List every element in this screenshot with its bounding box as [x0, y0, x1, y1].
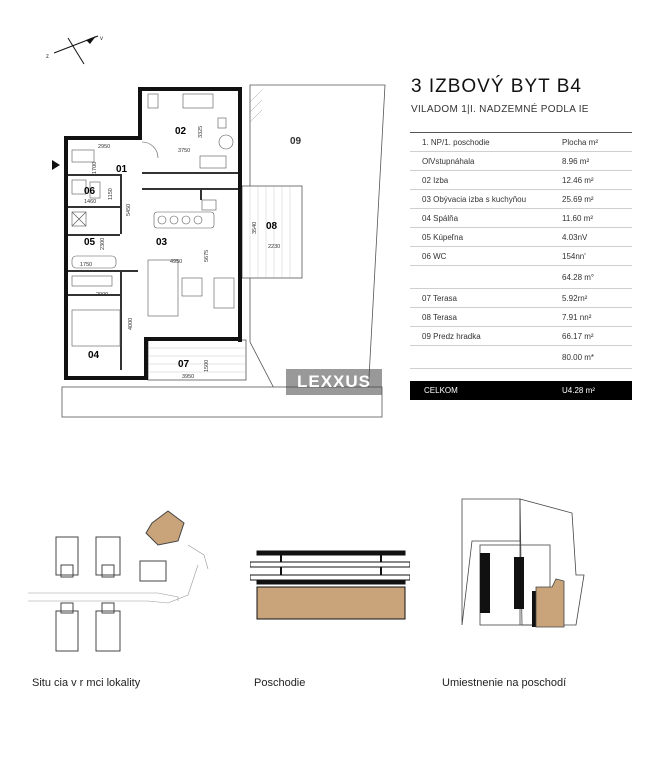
dim-4000: 4000 — [128, 317, 134, 330]
dim-5675: 5675 — [204, 249, 210, 262]
table-row — [410, 247, 632, 266]
dim-4950: 4950 — [170, 259, 183, 265]
caption-placement: Umiestnenie na poschodí — [442, 677, 567, 689]
room-label-05: 05 — [84, 237, 96, 248]
room-label-03: 03 — [156, 237, 168, 248]
building-highlight — [146, 511, 184, 545]
table-row — [410, 152, 632, 171]
subtotal-exterior: 80.00 m* — [562, 352, 595, 362]
table-row — [410, 190, 632, 209]
dim-2900: 2900 — [96, 292, 109, 298]
room-label-07: 07 — [178, 359, 190, 370]
room-label-04: 04 — [88, 350, 100, 361]
subtotal-interior: 64.28 m° — [562, 272, 595, 282]
floor-highlight — [257, 587, 405, 619]
room-area: 25.69 m² — [562, 194, 594, 204]
table-header — [410, 132, 632, 152]
compass-letter-top: v — [100, 36, 103, 42]
terrace-08 — [242, 186, 302, 278]
area-table — [410, 132, 632, 369]
table-header-area: Plocha m² — [562, 137, 599, 147]
dim-3950: 3950 — [182, 374, 195, 380]
table-row — [410, 289, 632, 308]
room-name: 05 Kúpeľna — [422, 232, 464, 242]
placement-plan — [452, 495, 592, 655]
room-name: 08 Terasa — [422, 312, 457, 322]
total-row — [410, 381, 632, 400]
exterior-walls — [64, 87, 242, 380]
terrace-07 — [148, 340, 246, 380]
dim-3750: 3750 — [178, 148, 191, 154]
dim-1500: 1500 — [204, 359, 210, 372]
dim-5450: 5450 — [126, 203, 132, 216]
north-arrow-icon — [40, 28, 110, 73]
room-area: 5.92rn² — [562, 293, 588, 303]
room-label-09: 09 — [290, 136, 302, 147]
dim-3540: 3540 — [252, 221, 258, 234]
floor-section — [250, 545, 410, 625]
room-name: 09 Predz hradka — [422, 331, 481, 341]
watermark-logo: LEXXUS — [286, 369, 382, 395]
dim-3325: 3325 — [198, 125, 204, 138]
room-03-furniture — [148, 200, 234, 316]
room-area: 11.60 m² — [562, 213, 593, 223]
entry-arrow-icon — [52, 160, 60, 170]
table-row — [410, 308, 632, 327]
table-row — [410, 228, 632, 247]
room-area: 7.91 nn² — [562, 312, 592, 322]
room-label-02: 02 — [175, 126, 187, 137]
room-area: 12.46 m² — [562, 175, 594, 185]
room-area: 4.03nV — [562, 232, 588, 242]
room-04-furniture — [72, 276, 120, 346]
room-area: 8.96 m² — [562, 156, 590, 166]
room-name: 06 WC — [422, 251, 447, 261]
total-value: U4.28 m² — [562, 386, 595, 395]
room-02-furniture — [148, 94, 233, 168]
dim-1750: 1750 — [80, 262, 93, 268]
room-area: 154nn' — [562, 251, 586, 261]
subtotal-row — [410, 346, 632, 369]
compass-letter-left: z — [46, 54, 49, 60]
situation-map — [28, 505, 218, 665]
table-header-name: 1. NP/1. poschodie — [422, 137, 490, 147]
room-name: 04 Spálňa — [422, 213, 459, 223]
caption-situation: Situ cia v r mci lokality — [32, 677, 141, 689]
caption-floor: Poschodie — [254, 677, 306, 689]
room-label-01: 01 — [116, 164, 128, 175]
page-title: 3 IZBOVÝ BYT B4 — [411, 76, 582, 97]
table-row — [410, 209, 632, 228]
subtotal-row — [410, 266, 632, 289]
room-label-08: 08 — [266, 221, 278, 232]
dim-1150: 1150 — [108, 188, 114, 200]
dim-1700: 1700 — [92, 161, 98, 174]
room-name: 07 Terasa — [422, 293, 457, 303]
page-subtitle: VILADOM 1|I. NADZEMNÉ PODLA IE — [411, 104, 589, 115]
room-name: OlVstupnáhala — [422, 156, 475, 166]
room-name: 02 Izba — [422, 175, 449, 185]
dim-2230: 2230 — [268, 244, 281, 250]
table-row — [410, 327, 632, 346]
dim-2950: 2950 — [98, 144, 111, 150]
total-label: CELKOM — [424, 386, 458, 395]
room-area: 66.17 m² — [562, 331, 594, 341]
dim-2300: 2300 — [100, 237, 106, 250]
room-label-06: 06 — [84, 186, 96, 197]
room-name: 03 Obývacia izba s kuchyňou — [422, 194, 527, 204]
table-row — [410, 171, 632, 190]
dim-1460: 1460 — [84, 199, 97, 205]
